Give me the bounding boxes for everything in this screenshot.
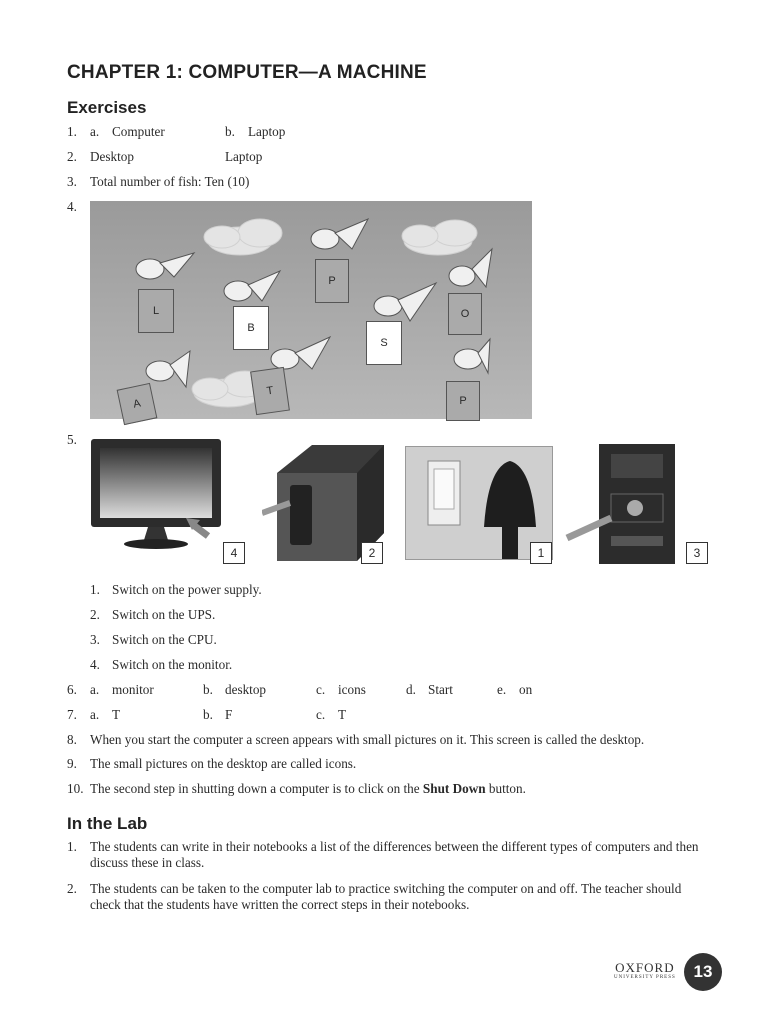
- order-badge: 2: [361, 542, 383, 564]
- order-badge: 4: [223, 542, 245, 564]
- letter-card: T: [250, 367, 290, 415]
- lab-item-2-number: 2.: [67, 881, 77, 896]
- birds-picture: [90, 201, 532, 419]
- chapter-title: CHAPTER 1: COMPUTER—A MACHINE: [67, 62, 427, 83]
- lab-item-2: The students can be taken to the computer lab to practice switching the computer on and off. The teacher should check that the students have written the correct steps in their notebooks.: [90, 881, 682, 912]
- oxford-logo: OXFORD UNIVERSITY PRESS: [614, 960, 676, 980]
- exercises-heading: Exercises: [67, 98, 147, 117]
- exercise-4-number: 4.: [67, 199, 77, 214]
- letter-card: L: [138, 289, 174, 333]
- letter-card: P: [446, 381, 480, 421]
- cpu-illustration: [565, 440, 705, 564]
- cpu-picture: [565, 440, 705, 564]
- lab-item-1-number: 1.: [67, 839, 77, 854]
- letter-card: B: [233, 306, 269, 350]
- letter-card: O: [448, 293, 482, 335]
- exercise-5-number: 5.: [67, 432, 77, 447]
- order-badge: 3: [686, 542, 708, 564]
- lab-heading: In the Lab: [67, 814, 148, 833]
- letter-card: S: [366, 321, 402, 365]
- order-badge: 1: [530, 542, 552, 564]
- shut-down-term: Shut Down: [422, 781, 486, 796]
- lab-item-1: The students can write in their notebooks a list of the differences between the different types of computers and then discuss these in class.: [90, 839, 699, 870]
- letter-card: P: [315, 259, 349, 303]
- monitor-picture: [88, 436, 248, 554]
- letter-card: A: [117, 383, 158, 425]
- page-number: 13: [684, 953, 722, 991]
- monitor-illustration: [88, 436, 248, 554]
